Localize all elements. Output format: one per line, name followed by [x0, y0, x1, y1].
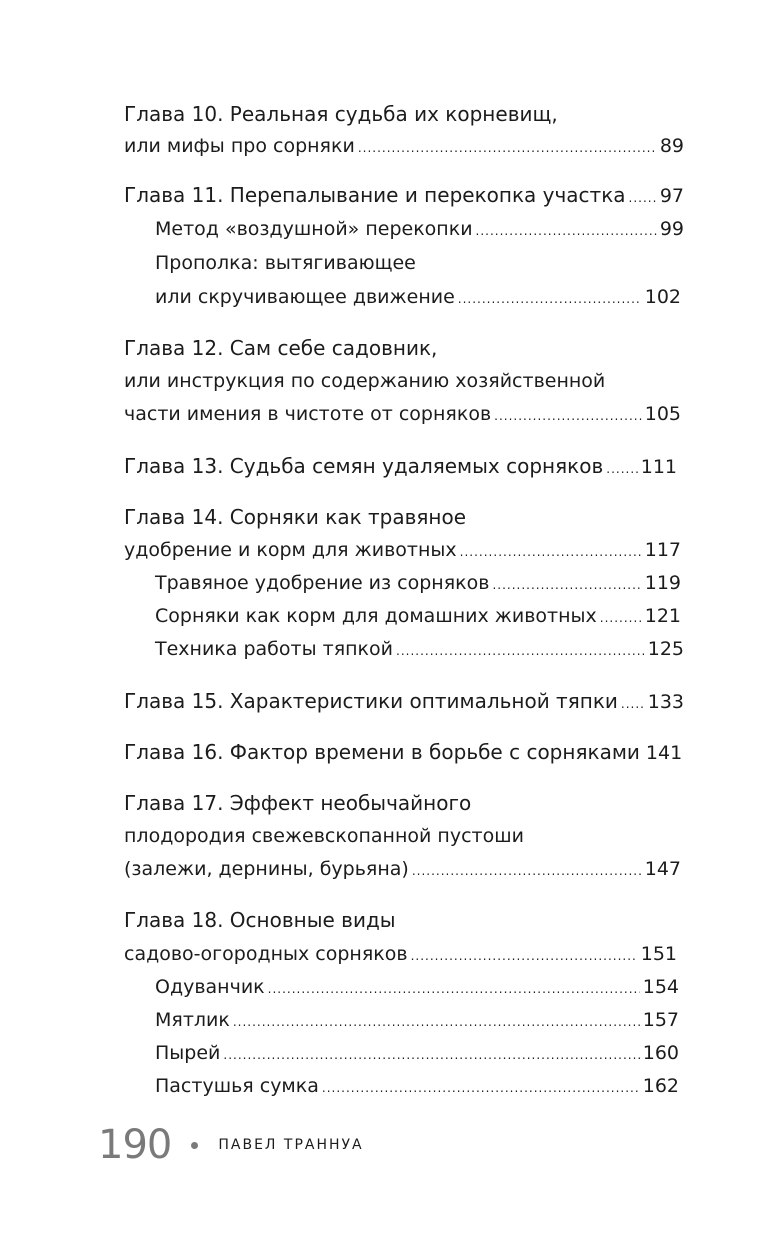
toc-entry-ch10-title[interactable]	[124, 102, 558, 126]
author-name: ПАВЕЛ ТРАННУА	[218, 1137, 364, 1153]
dot-leader	[322, 1076, 640, 1100]
toc-page-number: 105	[644, 403, 681, 425]
toc-page-number: 151	[640, 943, 677, 965]
toc-entry-text: Пырей	[155, 1042, 221, 1064]
dot-leader	[411, 944, 638, 968]
dot-leader	[460, 540, 642, 564]
toc-entry-text: Глава 14. Сорняки как травяное	[124, 505, 467, 529]
toc-entry-text: Травяное удобрение из сорняков	[155, 572, 490, 594]
dot-leader	[358, 136, 657, 160]
toc-entry-text: Сорняки как корм для домашних животных	[155, 605, 597, 627]
toc-page-number: 89	[659, 135, 684, 157]
toc-entry-animal-feed[interactable]	[155, 604, 681, 628]
toc-entry-ch10[interactable]	[124, 134, 684, 158]
bullet-separator-icon	[191, 1142, 198, 1149]
toc-entry-bluegrass[interactable]	[155, 1008, 679, 1032]
page-footer	[98, 1120, 364, 1170]
toc-entry-dandelion[interactable]	[155, 975, 679, 999]
toc-entry-ch14-title[interactable]	[124, 505, 466, 529]
toc-entry-text: Пастушья сумка	[155, 1075, 319, 1097]
toc-page-number: 160	[642, 1042, 679, 1064]
toc-entry-couch-grass[interactable]	[155, 1041, 679, 1065]
toc-entry-ch17[interactable]	[124, 857, 681, 881]
toc-entry-text: или мифы про сорняки	[124, 135, 355, 157]
dot-leader	[492, 573, 641, 597]
toc-entry-text: Глава 12. Сам себе садовник,	[124, 336, 438, 360]
page-number: 190	[98, 1122, 172, 1168]
toc-entry-ch14[interactable]	[124, 538, 681, 562]
toc-entry-text: Глава 16. Фактор времени в борьбе с сорняками	[124, 740, 640, 764]
toc-entry-text: Техника работы тяпкой	[155, 638, 393, 660]
toc-entry-text: Мятлик	[155, 1009, 230, 1031]
toc-entry-ch18-title[interactable]	[124, 908, 396, 932]
dot-leader	[233, 1010, 640, 1034]
toc-entry-ch15[interactable]	[124, 689, 684, 713]
toc-entry-text: Глава 17. Эффект необычайного	[124, 791, 472, 815]
toc-entry-text: Глава 11. Перепалывание и перекопка участка	[124, 183, 626, 207]
dot-leader	[268, 977, 640, 1001]
dot-leader	[223, 1043, 639, 1067]
toc-entry-text: Глава 13. Судьба семян удаляемых сорняков	[124, 454, 604, 478]
toc-page-number: 119	[644, 572, 681, 594]
toc-page-number: 162	[642, 1075, 679, 1097]
toc-entry-text: удобрение и корм для животных	[124, 539, 457, 561]
toc-entry-ch17-title[interactable]	[124, 791, 471, 815]
toc-entry-weeding[interactable]	[155, 285, 681, 309]
toc-page-number: 102	[644, 286, 681, 308]
dot-leader	[621, 692, 645, 716]
toc-entry-ch13[interactable]	[124, 454, 677, 478]
dot-leader	[606, 457, 637, 481]
toc-entry-ch12-subtitle[interactable]	[124, 369, 605, 393]
toc-entry-text: Глава 10. Реальная судьба их корневищ,	[124, 102, 558, 126]
toc-page-number: 154	[642, 976, 679, 998]
toc-entry-weeding-title[interactable]	[155, 251, 416, 275]
toc-entry-hoe-technique[interactable]	[155, 637, 684, 661]
dot-leader	[494, 404, 642, 428]
toc-page-number: 147	[644, 858, 681, 880]
toc-entry-ch12-title[interactable]	[124, 336, 437, 360]
toc-entry-text: или инструкция по содержанию хозяйственной	[124, 370, 606, 392]
toc-page-number: 117	[644, 539, 681, 561]
dot-leader	[629, 186, 657, 210]
toc-entry-ch16[interactable]	[124, 740, 681, 764]
dot-leader	[476, 219, 657, 243]
toc-entry-ch12[interactable]	[124, 402, 681, 426]
toc-entry-herbal-fertilizer[interactable]	[155, 571, 681, 595]
toc-entry-text: Прополка: вытягивающее	[155, 252, 416, 274]
toc-entry-text: Одуванчик	[155, 976, 265, 998]
toc-entry-ch17-subtitle[interactable]	[124, 824, 524, 848]
toc-page-number: 111	[640, 456, 677, 478]
toc-entry-text: садово-огородных сорняков	[124, 943, 408, 965]
toc-entry-text: Глава 15. Характеристики оптимальной тяпки	[124, 689, 618, 713]
toc-page-number: 97	[659, 185, 684, 207]
toc-entry-text: плодородия свежевскопанной пустоши	[124, 825, 524, 847]
dot-leader	[396, 639, 645, 663]
toc-entry-ch18[interactable]	[124, 942, 677, 966]
toc-entry-text: Метод «воздушной» перекопки	[155, 218, 473, 240]
toc-page-number: 141	[645, 742, 683, 764]
toc-page-number: 121	[644, 605, 681, 627]
toc-page-number: 157	[642, 1009, 679, 1031]
toc-page-number: 99	[659, 218, 684, 240]
toc-entry-text: (залежи, дернины, бурьяна)	[124, 858, 409, 880]
toc-page-number: 125	[647, 638, 684, 660]
dot-leader	[412, 859, 642, 883]
dot-leader	[458, 287, 642, 311]
toc-entry-ch11[interactable]	[124, 183, 684, 207]
toc-entry-text: или скручивающее движение	[155, 286, 455, 308]
dot-leader	[600, 606, 642, 630]
toc-page-number: 133	[647, 691, 684, 713]
toc-entry-text: части имения в чистоте от сорняков	[124, 403, 492, 425]
toc-entry-shepherds-purse[interactable]	[155, 1074, 679, 1098]
toc-entry-text: Глава 18. Основные виды	[124, 908, 396, 932]
toc-entry-air-digging[interactable]	[155, 217, 684, 241]
